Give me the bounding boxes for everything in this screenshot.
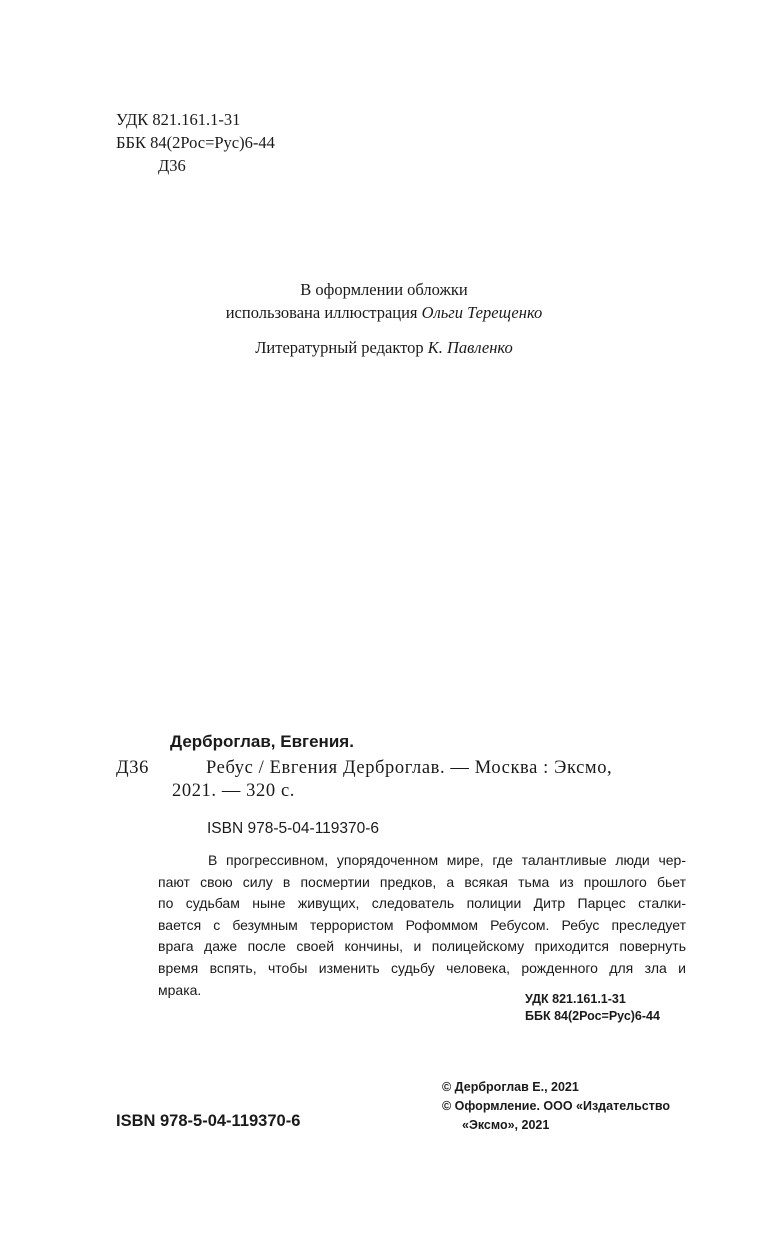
annotation-line: по судьбам ныне живущих, следователь полиции Дитр Парцес сталки- [158,895,686,912]
cover-credit-line2 [0,301,768,325]
cover-credit-line1: В оформлении обложки [300,280,468,299]
editor-name: К. Павленко [427,338,513,357]
annotation-line: В прогрессивном, упорядоченном мире, где талантливые люди чер- [208,852,686,868]
annotation-line: пают свою силу в посмертии предков, а всякая тьма из прошлого бьет [158,873,686,890]
cover-illustrator: Ольги Терещенко [421,303,543,322]
isbn-bottom: ISBN 978-5-04-119370-6 [116,1112,301,1130]
udk-bottom: УДК 821.161.1-31 [525,992,626,1006]
copyright-design: © Оформление. ООО «Издательство [442,1099,670,1113]
author-heading: Дерброглав, Евгения. [170,732,354,751]
copyright-publisher: «Эксмо», 2021 [462,1118,550,1132]
isbn-record: ISBN 978-5-04-119370-6 [207,820,380,837]
cover-credit-prefix: использована иллюстрация [225,303,418,322]
annotation-line: врага даже после своей кончины, и полицейскому приходится повернуть [158,938,686,955]
author-mark-top: Д36 [158,156,186,175]
author-mark-record: Д36 [116,758,149,778]
annotation-line: время вспять, чтобы изменить судьбу человека, рожденного для зла и [158,959,686,976]
bbk-bottom: ББК 84(2Рос=Рус)6-44 [525,1009,660,1023]
bbk-top: ББК 84(2Рос=Рус)6-44 [116,133,275,152]
editor-prefix: Литературный редактор [255,338,424,357]
editor-credit [0,336,768,360]
copyright-author: © Дерброглав Е., 2021 [442,1080,579,1094]
title-line-1: Ребус / Евгения Дерброглав. — Москва : Эксмо, [206,758,613,778]
title-line-2: 2021. — 320 с. [172,781,295,801]
udk-top: УДК 821.161.1-31 [116,110,241,129]
annotation-line: вается с безумным террористом Рофоммом Ребусом. Ребус преследует [158,916,686,933]
annotation [158,850,686,1001]
annotation-line: мрака. [158,981,202,998]
